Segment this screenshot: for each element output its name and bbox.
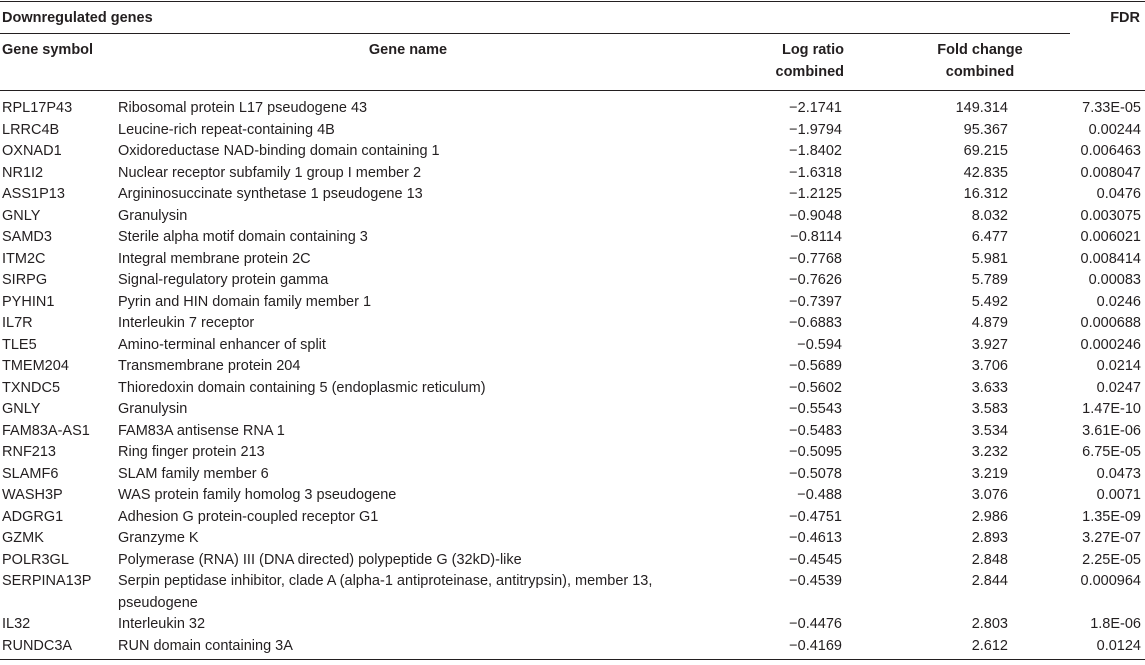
table-row	[0, 206, 1145, 228]
gene-name: Ring finger protein 213	[118, 444, 265, 460]
log-ratio: −0.4545	[789, 551, 842, 568]
table-row	[0, 356, 1145, 378]
gene-symbol: IL32	[2, 616, 31, 632]
table-row	[0, 184, 1145, 206]
fold-change: 3.076	[971, 487, 1008, 503]
fdr-value: 0.0124	[1096, 637, 1141, 654]
gene-symbol: GNLY	[2, 401, 41, 417]
log-ratio: −0.9048	[789, 207, 842, 224]
log-ratio: −0.4751	[789, 508, 842, 525]
table-row	[0, 98, 1145, 120]
table-title: Downregulated genes	[2, 10, 153, 26]
gene-symbol: ASS1P13	[2, 186, 65, 202]
table-row	[0, 227, 1145, 249]
gene-symbol: TMEM204	[2, 358, 69, 374]
table-row	[0, 485, 1145, 507]
gene-symbol: NR1I2	[2, 164, 44, 181]
fold-change: 2.848	[971, 551, 1008, 568]
fdr-value: 0.008414	[1080, 250, 1141, 267]
gene-name: Interleukin 7 receptor	[118, 315, 255, 331]
fold-change: 69.215	[963, 143, 1008, 159]
gene-symbol: GZMK	[2, 530, 44, 546]
table-row	[0, 442, 1145, 464]
gene-name: Thioredoxin domain containing 5 (endoplasmic reticulum)	[118, 379, 486, 396]
fold-change: 2.986	[971, 508, 1008, 525]
gene-name: Interleukin 32	[118, 616, 206, 632]
table-row	[0, 614, 1145, 636]
gene-name: Integral membrane protein 2C	[118, 250, 311, 267]
table-row	[0, 399, 1145, 421]
log-ratio: −0.5543	[789, 401, 842, 417]
header-gene-name: Gene name	[368, 42, 448, 58]
log-ratio: −0.5689	[789, 358, 842, 374]
fdr-value: 0.0473	[1096, 465, 1141, 482]
gene-symbol: GNLY	[2, 207, 41, 224]
log-ratio: −0.5602	[789, 379, 842, 396]
gene-symbol: WASH3P	[2, 487, 63, 503]
table-body	[0, 98, 1145, 657]
log-ratio: −0.594	[797, 336, 842, 353]
gene-name: Amino-terminal enhancer of split	[118, 336, 326, 353]
fdr-value: 3.27E-07	[1082, 530, 1141, 546]
table-row	[0, 378, 1145, 400]
gene-name: SLAM family member 6	[118, 465, 269, 482]
fold-change: 3.706	[971, 358, 1008, 374]
gene-name: Serpin peptidase inhibitor, clade A (alpha-1 antiproteinase, antitrypsin), member 13, pseudogene	[118, 573, 653, 611]
fdr-value: 1.8E-06	[1090, 616, 1141, 632]
fold-change: 2.844	[971, 573, 1008, 589]
log-ratio: −1.2125	[789, 186, 842, 202]
log-ratio: −0.488	[797, 487, 842, 503]
fdr-value: 0.000246	[1080, 336, 1141, 353]
gene-symbol: TLE5	[2, 336, 37, 353]
gene-name: Granzyme K	[118, 530, 199, 546]
fold-change: 3.534	[971, 422, 1008, 439]
gene-name: WAS protein family homolog 3 pseudogene	[118, 487, 397, 503]
log-ratio: −0.4539	[789, 573, 842, 589]
gene-name: FAM83A antisense RNA 1	[118, 422, 285, 439]
fdr-value: 0.006021	[1080, 229, 1141, 245]
gene-symbol: IL7R	[2, 315, 33, 331]
fold-change: 6.477	[971, 229, 1008, 245]
table-row	[0, 270, 1145, 292]
fdr-header: FDR	[1110, 10, 1140, 26]
gene-name: Sterile alpha motif domain containing 3	[118, 229, 368, 245]
gene-symbol: RPL17P43	[2, 100, 73, 116]
fold-change: 42.835	[963, 164, 1008, 181]
gene-symbol: PYHIN1	[2, 293, 55, 310]
gene-symbol: OXNAD1	[2, 143, 62, 159]
gene-name: Adhesion G protein-coupled receptor G1	[118, 508, 379, 525]
fold-change: 4.879	[971, 315, 1008, 331]
fold-change: 3.633	[971, 379, 1008, 396]
table-row	[0, 571, 1145, 614]
gene-name: Argininosuccinate synthetase 1 pseudogene 13	[118, 186, 423, 202]
top-rule	[0, 1, 1145, 2]
header-rule	[0, 90, 1145, 91]
table-row	[0, 528, 1145, 550]
log-ratio: −1.9794	[789, 121, 842, 138]
log-ratio: −0.5078	[789, 465, 842, 482]
table-row	[0, 120, 1145, 142]
fold-change: 3.583	[971, 401, 1008, 417]
gene-name: Polymerase (RNA) III (DNA directed) polypeptide G (32kD)-like	[118, 551, 522, 568]
fold-change: 149.314	[955, 100, 1008, 116]
fdr-value: 0.0214	[1096, 358, 1141, 374]
table-row	[0, 249, 1145, 271]
fdr-value: 7.33E-05	[1082, 100, 1141, 116]
gene-name: Signal-regulatory protein gamma	[118, 272, 329, 288]
gene-name: Granulysin	[118, 401, 188, 417]
fdr-value: 0.006463	[1080, 143, 1141, 159]
bottom-rule	[0, 659, 1145, 660]
fdr-value: 0.00244	[1088, 121, 1141, 138]
fdr-value: 0.0246	[1096, 293, 1141, 310]
gene-name: RUN domain containing 3A	[118, 637, 293, 654]
gene-symbol: SERPINA13P	[2, 573, 92, 589]
log-ratio: −0.7397	[789, 293, 842, 310]
table-row	[0, 421, 1145, 443]
log-ratio: −2.1741	[789, 100, 842, 116]
log-ratio: −0.4476	[789, 616, 842, 632]
log-ratio: −1.6318	[789, 164, 842, 181]
table-row	[0, 636, 1145, 658]
fold-change: 3.927	[971, 336, 1008, 353]
gene-symbol: SIRPG	[2, 272, 48, 288]
fold-change: 8.032	[971, 207, 1008, 224]
fdr-value: 0.0071	[1096, 487, 1141, 503]
fdr-value: 2.25E-05	[1082, 551, 1141, 568]
gene-symbol: RNF213	[2, 444, 56, 460]
fdr-value: 6.75E-05	[1082, 444, 1141, 460]
fold-change: 2.893	[971, 530, 1008, 546]
fdr-value: 0.0476	[1096, 186, 1141, 202]
gene-symbol: ITM2C	[2, 250, 46, 267]
fold-change: 5.789	[971, 272, 1008, 288]
gene-name: Oxidoreductase NAD-binding domain containing 1	[118, 143, 440, 159]
log-ratio: −0.7768	[789, 250, 842, 267]
gene-name: Transmembrane protein 204	[118, 358, 301, 374]
fdr-value: 0.003075	[1080, 207, 1141, 224]
fdr-value: 0.000688	[1080, 315, 1141, 331]
gene-symbol: ADGRG1	[2, 508, 64, 525]
fold-change: 3.219	[971, 465, 1008, 482]
table-row	[0, 313, 1145, 335]
fold-change: 5.492	[971, 293, 1008, 310]
header-fold-change: Fold change combined	[937, 42, 1023, 80]
fdr-value: 1.47E-10	[1082, 401, 1141, 417]
log-ratio: −0.8114	[790, 229, 842, 245]
log-ratio: −0.5483	[789, 422, 842, 439]
log-ratio: −1.8402	[789, 143, 842, 159]
table-row	[0, 163, 1145, 185]
fdr-value: 0.000964	[1080, 573, 1141, 589]
gene-symbol: SLAMF6	[2, 465, 59, 482]
gene-name: Leucine-rich repeat-containing 4B	[118, 121, 335, 138]
group-rule	[0, 33, 1070, 34]
fold-change: 2.612	[971, 637, 1008, 654]
gene-symbol: SAMD3	[2, 229, 52, 245]
table-row	[0, 335, 1145, 357]
header-log-ratio: Log ratio combined	[775, 42, 844, 80]
fold-change: 16.312	[963, 186, 1008, 202]
table-row	[0, 464, 1145, 486]
gene-name: Nuclear receptor subfamily 1 group I member 2	[118, 164, 422, 181]
fold-change: 3.232	[971, 444, 1008, 460]
table-row	[0, 550, 1145, 572]
fdr-value: 0.008047	[1080, 164, 1141, 181]
gene-symbol: RUNDC3A	[2, 637, 73, 654]
fdr-value: 0.0247	[1096, 379, 1141, 396]
fold-change: 2.803	[971, 616, 1008, 632]
table-row	[0, 141, 1145, 163]
log-ratio: −0.6883	[789, 315, 842, 331]
gene-name: Granulysin	[118, 207, 188, 224]
gene-symbol: FAM83A-AS1	[2, 422, 90, 439]
fdr-value: 0.00083	[1088, 272, 1141, 288]
fdr-value: 3.61E-06	[1082, 422, 1141, 439]
table-row	[0, 507, 1145, 529]
fdr-value: 1.35E-09	[1082, 508, 1141, 525]
fold-change: 5.981	[971, 250, 1008, 267]
gene-symbol: POLR3GL	[2, 551, 69, 568]
log-ratio: −0.4169	[789, 637, 842, 654]
header-gene-symbol: Gene symbol	[2, 42, 94, 58]
gene-symbol: LRRC4B	[2, 121, 60, 138]
table-row	[0, 292, 1145, 314]
log-ratio: −0.4613	[789, 530, 842, 546]
fold-change: 95.367	[963, 121, 1008, 138]
log-ratio: −0.7626	[789, 272, 842, 288]
log-ratio: −0.5095	[789, 444, 842, 460]
gene-name: Pyrin and HIN domain family member 1	[118, 293, 372, 310]
gene-symbol: TXNDC5	[2, 379, 61, 396]
gene-name: Ribosomal protein L17 pseudogene 43	[118, 100, 368, 116]
